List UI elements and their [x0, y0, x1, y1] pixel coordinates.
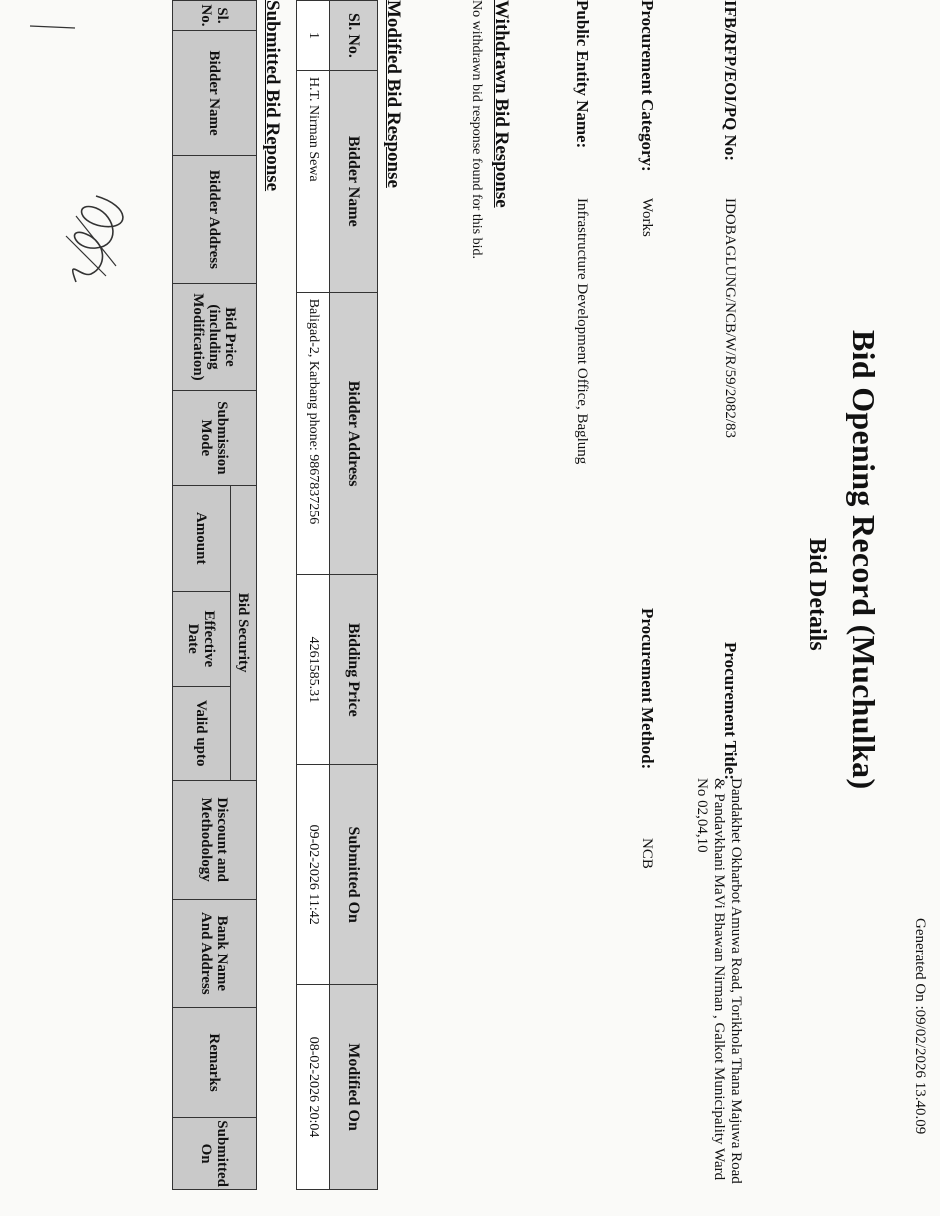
table-row	[297, 1, 330, 1190]
modified-bid-table	[296, 0, 378, 1190]
page-subtitle: Bid Details	[804, 538, 830, 651]
submitted-section-title: Submitted Bid Reponse	[262, 0, 283, 192]
header-remarks: Remarks	[173, 1007, 257, 1117]
submitted-bid-table	[172, 0, 257, 1190]
generated-on: Generated On :09/02/2026 13.40.09	[912, 918, 928, 1135]
header-amount: Amount	[173, 485, 231, 591]
header-discount-methodology: Discount and Methodology	[173, 780, 257, 899]
cell-bidder-address: Baligad-2, Karbang phone: 9867837256	[297, 292, 330, 575]
header-submission-mode: Submission Mode	[173, 391, 257, 485]
header-effective-date: Effective Date	[173, 591, 231, 686]
header-bid-price: Bid Price (including Modification)	[173, 283, 257, 390]
header-submitted-on: Submitted On	[173, 1118, 257, 1190]
cell-bidder-name: H.T. Nirman Sewa	[297, 70, 330, 292]
cell-modified-on: 08-02-2026 20:04	[297, 985, 330, 1190]
header-bidding-price: Bidding Price	[330, 575, 378, 765]
signature-scribble	[56, 186, 136, 296]
header-bidder-address: Bidder Address	[173, 156, 257, 284]
header-submitted-on: Submitted On	[330, 765, 378, 985]
rfb-label: IFB/RFP/EOI/PQ No:	[721, 0, 740, 162]
header-sl-no: Sl. No.	[173, 1, 257, 31]
procurement-category-value: Works	[639, 198, 655, 237]
cell-sl-no: 1	[297, 1, 330, 71]
public-entity-value: Infrastructure Development Office, Baglung	[574, 198, 590, 465]
pen-mark	[20, 8, 80, 48]
public-entity-label: Public Entity Name:	[573, 0, 592, 149]
header-bid-security: Bid Security	[231, 485, 257, 780]
procurement-method-label: Procurement Method:	[638, 608, 657, 770]
withdrawn-message: No withdrawn bid response found for this bid.	[469, 0, 484, 259]
header-bidder-name: Bidder Name	[330, 70, 378, 292]
page-title: Bid Opening Record (Muchulka)	[846, 330, 882, 790]
header-bidder-name: Bidder Name	[173, 30, 257, 155]
header-sl-no: Sl. No.	[330, 1, 378, 71]
procurement-title-label: Procurement Title:	[721, 642, 740, 781]
header-modified-on: Modified On	[330, 985, 378, 1190]
procurement-category-label: Procurement Category:	[638, 0, 657, 172]
withdrawn-section-title: Withdrawn Bid Response	[491, 0, 512, 208]
header-valid-upto: Valid upto	[173, 686, 231, 780]
rfb-value: IDOBAGLUNG/NCB/W/R/59/2082/83	[722, 198, 738, 438]
modified-section-title: Modified Bid Response	[383, 0, 404, 188]
procurement-method-value: NCB	[639, 838, 655, 869]
procurement-title-value: Dandakhet Okharbot Amuwa Road, Torikhola Thana Majuwa Road & Pandavkhani MaVi Bhawan Nirman , Galkot Municipality Ward No 02,04,10	[694, 778, 744, 1184]
header-bank-name-address: Bank Name And Address	[173, 899, 257, 1007]
cell-bidding-price: 4261585.31	[297, 575, 330, 765]
header-bidder-address: Bidder Address	[330, 292, 378, 575]
cell-submitted-on: 09-02-2026 11:42	[297, 765, 330, 985]
